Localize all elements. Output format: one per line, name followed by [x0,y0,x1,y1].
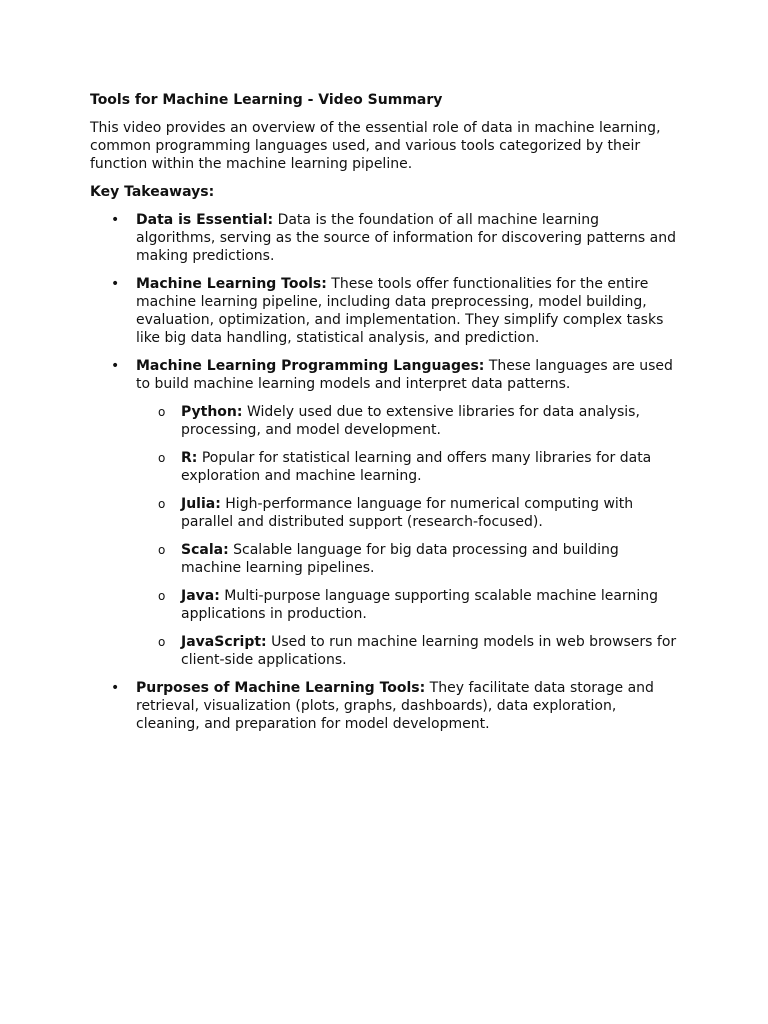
language-label: Julia: [181,496,221,512]
bullet-label: Machine Learning Tools: [136,276,327,292]
language-text: Used to run machine learning models in web browsers for client-side applications. [181,634,677,668]
sub-item-r [136,449,682,485]
document-page [90,91,682,743]
list-item-programming-languages [90,357,682,669]
list-item-tool-purposes [90,679,682,733]
sub-bullet-icon: o [158,635,166,649]
list-item-data-essential [90,211,682,265]
key-takeaways-list [90,211,682,733]
sub-item-scala [136,541,682,577]
bullet-text: These tools offer functionalities for the entire machine learning pipeline, including data preprocessing, model building, evaluation, optimization, and implementation. They simplify complex tasks like big data handling, statistical analysis, and prediction. [136,276,664,346]
bullet-text: They facilitate data storage and retrieval, visualization (plots, graphs, dashboards), data exploration, cleaning, and preparation for model development. [136,680,654,732]
key-takeaways-heading: Key Takeaways: [90,184,215,200]
language-label: R: [181,450,198,466]
sub-bullet-icon: o [158,451,166,465]
language-text: Widely used due to extensive libraries for data analysis, processing, and model development. [181,404,640,438]
languages-list [136,403,682,669]
bullet-text: Data is the foundation of all machine learning algorithms, serving as the source of information for discovering patterns and making predictions. [136,212,677,264]
bullet-label: Data is Essential: [136,212,274,228]
bullet-icon: • [111,358,120,374]
sub-item-javascript [136,633,682,669]
sub-bullet-icon: o [158,405,166,419]
sub-item-julia [136,495,682,531]
language-label: Scala: [181,542,229,558]
sub-bullet-icon: o [158,589,166,603]
bullet-text: These languages are used to build machine learning models and interpret data patterns. [136,358,673,392]
sub-item-python [136,403,682,439]
sub-bullet-icon: o [158,543,166,557]
bullet-icon: • [111,276,120,292]
sub-bullet-icon: o [158,497,166,511]
language-text: Multi-purpose language supporting scalable machine learning applications in production. [181,588,658,622]
language-text: Scalable language for big data processing and building machine learning pipelines. [181,542,619,576]
list-item-ml-tools [90,275,682,347]
sub-item-java [136,587,682,623]
language-text: High-performance language for numerical computing with parallel and distributed support (research-focused). [181,496,634,530]
bullet-icon: • [111,680,120,696]
bullet-label: Machine Learning Programming Languages: [136,358,485,374]
bullet-label: Purposes of Machine Learning Tools: [136,680,426,696]
language-label: JavaScript: [181,634,267,650]
bullet-icon: • [111,212,120,228]
document-title: Tools for Machine Learning - Video Summary [90,92,443,108]
language-text: Popular for statistical learning and offers many libraries for data exploration and machine learning. [181,450,652,484]
language-label: Python: [181,404,243,420]
intro-paragraph: This video provides an overview of the essential role of data in machine learning, common programming languages used, and various tools categorized by their function within the machine learning pipeline. [90,120,661,172]
language-label: Java: [181,588,220,604]
